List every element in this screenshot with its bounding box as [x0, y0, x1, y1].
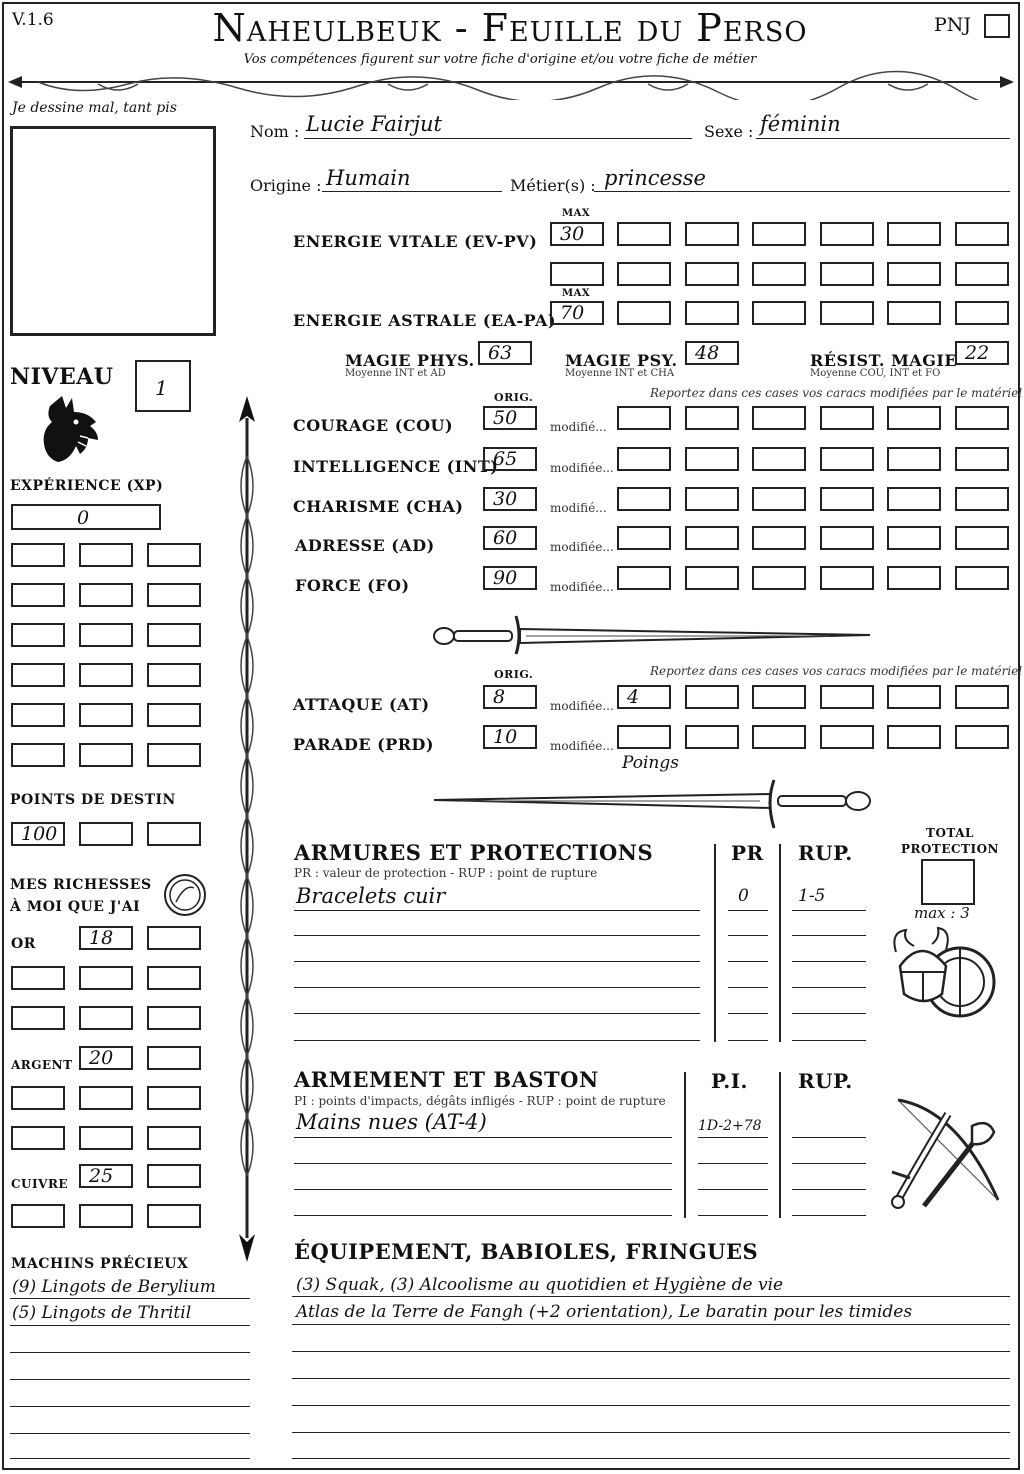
- ev-max-label: MAX: [562, 208, 591, 219]
- xp-box[interactable]: [11, 543, 65, 567]
- ad-mod-box[interactable]: [955, 526, 1009, 550]
- prd-mod-box[interactable]: [752, 725, 806, 749]
- armor-line: [294, 1013, 700, 1014]
- precious-line: [10, 1433, 250, 1434]
- weapon-item-name[interactable]: Mains nues (AT-4): [296, 1110, 487, 1134]
- weapons-title: ARMEMENT ET BASTON: [294, 1067, 599, 1092]
- xp-box[interactable]: [11, 623, 65, 647]
- precious-item[interactable]: (5) Lingots de Thritil: [12, 1303, 192, 1323]
- xp-value[interactable]: 0: [11, 504, 161, 530]
- ev-box[interactable]: [887, 222, 941, 246]
- ea-label: ENERGIE ASTRALE (EA-PA): [293, 311, 556, 330]
- ev-box[interactable]: [752, 262, 806, 286]
- armor-pr-header: PR: [731, 841, 764, 865]
- weapon-line: [294, 1215, 672, 1216]
- cou-mod-label: modifié...: [550, 420, 607, 434]
- armor-line: [728, 1013, 768, 1014]
- ev-box[interactable]: [550, 262, 604, 286]
- page-subtitle: Vos compétences figurent sur votre fiche d'origine et/ou votre fiche de métier: [243, 52, 757, 67]
- silver-box[interactable]: [147, 1086, 201, 1110]
- at-value[interactable]: 8: [483, 685, 537, 709]
- dragon-head-icon: [40, 392, 106, 466]
- at-mod-value[interactable]: 4: [617, 685, 671, 709]
- sex-value[interactable]: féminin: [760, 112, 841, 136]
- precious-line: [10, 1458, 250, 1459]
- ad-mod-box[interactable]: [685, 526, 739, 550]
- equipment-line-1[interactable]: (3) Squak, (3) Alcoolisme au quotidien et Hygiène de vie: [296, 1275, 784, 1295]
- level-value[interactable]: 1: [135, 360, 191, 412]
- int-mod-box[interactable]: [617, 447, 671, 471]
- sword-illustration: [430, 612, 876, 656]
- xp-box[interactable]: [147, 583, 201, 607]
- armor-line: [792, 935, 866, 936]
- silver-box[interactable]: [147, 1126, 201, 1150]
- weapon-line: [698, 1189, 768, 1190]
- copper-label: CUIVRE: [11, 1177, 69, 1191]
- combat-orig-label: ORIG.: [494, 668, 534, 681]
- armor-line: [792, 910, 866, 911]
- job-label: Métier(s) :: [510, 176, 596, 195]
- xp-box[interactable]: [79, 623, 133, 647]
- silver-box[interactable]: [11, 1126, 65, 1150]
- gold-box[interactable]: [11, 966, 65, 990]
- magic-phys-label: MAGIE PHYS.: [345, 351, 475, 370]
- header-vine-divider: [8, 68, 1014, 100]
- prd-mod-box[interactable]: [820, 725, 874, 749]
- cou-mod-box[interactable]: [617, 406, 671, 430]
- ev-max-value[interactable]: 30: [550, 222, 604, 246]
- fo-mod-box[interactable]: [820, 566, 874, 590]
- total-protection-label-line2: PROTECTION: [900, 842, 1000, 856]
- armor-line: [792, 1040, 866, 1041]
- armor-item-pr[interactable]: 0: [738, 886, 749, 906]
- portrait-caption: Je dessine mal, tant pis: [12, 100, 177, 116]
- ev-box[interactable]: [752, 222, 806, 246]
- ad-value[interactable]: 60: [483, 526, 537, 550]
- sex-line: [756, 138, 1010, 139]
- fo-mod-box[interactable]: [617, 566, 671, 590]
- destiny-box[interactable]: [147, 822, 201, 846]
- gold-box[interactable]: [11, 1006, 65, 1030]
- armor-line: [728, 910, 768, 911]
- ev-box[interactable]: [955, 222, 1009, 246]
- fo-mod-box[interactable]: [752, 566, 806, 590]
- prd-mod-box[interactable]: [685, 725, 739, 749]
- armor-line: [294, 987, 700, 988]
- magic-psy-value[interactable]: 48: [685, 341, 739, 365]
- at-label: ATTAQUE (AT): [293, 695, 430, 714]
- armor-line: [294, 961, 700, 962]
- xp-box[interactable]: [147, 543, 201, 567]
- portrait-box[interactable]: [10, 126, 216, 336]
- pnj-checkbox[interactable]: [984, 14, 1010, 38]
- ev-box[interactable]: [955, 262, 1009, 286]
- ea-box[interactable]: [617, 301, 671, 325]
- gold-box[interactable]: [147, 1006, 201, 1030]
- cha-mod-box[interactable]: [685, 487, 739, 511]
- armor-title: ARMURES ET PROTECTIONS: [294, 840, 654, 865]
- cha-mod-box[interactable]: [617, 487, 671, 511]
- name-line: [304, 138, 692, 139]
- ad-label: ADRESSE (AD): [295, 536, 435, 555]
- int-mod-label: modifiée...: [550, 461, 614, 475]
- equipment-line: [292, 1324, 1010, 1325]
- ev-box[interactable]: [820, 262, 874, 286]
- weapon-line: [294, 1137, 672, 1138]
- weapon-line: [698, 1163, 768, 1164]
- armor-line: [728, 961, 768, 962]
- prd-mod-box[interactable]: [955, 725, 1009, 749]
- gold-box[interactable]: [79, 966, 133, 990]
- crossed-weapons-icon: [884, 1094, 1008, 1218]
- weapons-column-divider: [684, 1072, 686, 1218]
- xp-label: EXPÉRIENCE (XP): [10, 478, 164, 494]
- ad-mod-box[interactable]: [820, 526, 874, 550]
- silver-box[interactable]: [11, 1086, 65, 1110]
- combat-note: Poings: [622, 753, 679, 773]
- int-value[interactable]: 65: [483, 447, 537, 471]
- int-mod-box[interactable]: [752, 447, 806, 471]
- prd-mod-box[interactable]: [887, 725, 941, 749]
- armor-line: [728, 987, 768, 988]
- xp-box[interactable]: [79, 583, 133, 607]
- int-mod-box[interactable]: [887, 447, 941, 471]
- precious-line: [10, 1298, 250, 1299]
- total-protection-label-line1: TOTAL: [926, 826, 974, 840]
- armor-line: [294, 910, 700, 911]
- precious-line: [10, 1406, 250, 1407]
- copper-box[interactable]: [147, 1204, 201, 1228]
- int-mod-box[interactable]: [820, 447, 874, 471]
- ad-mod-box[interactable]: [617, 526, 671, 550]
- weapon-line: [792, 1189, 866, 1190]
- ev-label: ENERGIE VITALE (EV-PV): [293, 232, 538, 251]
- ev-box[interactable]: [887, 262, 941, 286]
- precious-label: MACHINS PRÉCIEUX: [11, 1256, 189, 1272]
- at-mod-box[interactable]: [955, 685, 1009, 709]
- weapons-rup-header: RUP.: [798, 1069, 853, 1093]
- total-protection-max-note: max : 3: [914, 904, 970, 922]
- version-label: V.1.6: [12, 10, 54, 30]
- xp-box[interactable]: [79, 663, 133, 687]
- xp-box[interactable]: [147, 703, 201, 727]
- sword-illustration: [430, 778, 876, 830]
- armor-line: [792, 961, 866, 962]
- cou-mod-box[interactable]: [685, 406, 739, 430]
- xp-box[interactable]: [79, 703, 133, 727]
- ea-box[interactable]: [820, 301, 874, 325]
- cha-mod-box[interactable]: [752, 487, 806, 511]
- equipment-line: [292, 1458, 1010, 1459]
- magic-psy-label: MAGIE PSY.: [565, 351, 678, 370]
- stats-orig-label: ORIG.: [494, 391, 534, 404]
- armor-line: [792, 1013, 866, 1014]
- cha-mod-box[interactable]: [887, 487, 941, 511]
- weapon-line: [698, 1137, 768, 1138]
- xp-box[interactable]: [147, 743, 201, 767]
- weapon-item-pi[interactable]: 1D-2+78: [698, 1118, 762, 1134]
- ad-mod-label: modifiée...: [550, 540, 614, 554]
- cha-value[interactable]: 30: [483, 487, 537, 511]
- page-title: Naheulbeuk - Feuille du Perso: [212, 6, 808, 50]
- cou-label: COURAGE (COU): [293, 416, 454, 435]
- armor-column-divider: [714, 844, 716, 1042]
- xp-box[interactable]: [147, 623, 201, 647]
- destiny-value[interactable]: 100: [11, 822, 65, 846]
- coin-icon: [162, 872, 208, 918]
- cou-mod-box[interactable]: [955, 406, 1009, 430]
- xp-box[interactable]: [79, 543, 133, 567]
- job-line: [594, 191, 1010, 192]
- armor-line: [728, 935, 768, 936]
- gold-box[interactable]: [147, 966, 201, 990]
- weapon-line: [294, 1189, 672, 1190]
- cou-value[interactable]: 50: [483, 406, 537, 430]
- fo-label: FORCE (FO): [295, 576, 410, 595]
- cou-mod-box[interactable]: [887, 406, 941, 430]
- equipment-line: [292, 1378, 1010, 1379]
- weapons-pi-header: P.I.: [711, 1069, 749, 1093]
- ev-box[interactable]: [685, 262, 739, 286]
- fo-mod-box[interactable]: [955, 566, 1009, 590]
- precious-line: [10, 1352, 250, 1353]
- weapons-subtitle: PI : points d'impacts, dégâts infligés - RUP : point de rupture: [294, 1094, 666, 1108]
- equipment-line: [292, 1351, 1010, 1352]
- fo-mod-label: modifiée...: [550, 580, 614, 594]
- cha-label: CHARISME (CHA): [293, 497, 464, 516]
- silver-value[interactable]: 20: [79, 1046, 133, 1070]
- armor-line: [792, 987, 866, 988]
- ea-max-value[interactable]: 70: [550, 301, 604, 325]
- ad-mod-box[interactable]: [887, 526, 941, 550]
- cha-mod-box[interactable]: [955, 487, 1009, 511]
- destiny-label: POINTS DE DESTIN: [10, 792, 176, 808]
- at-mod-label: modifiée...: [550, 699, 614, 713]
- fo-mod-box[interactable]: [685, 566, 739, 590]
- copper-box[interactable]: [11, 1204, 65, 1228]
- xp-box[interactable]: [11, 703, 65, 727]
- magic-phys-value[interactable]: 63: [478, 341, 532, 365]
- precious-item[interactable]: (9) Lingots de Berylium: [12, 1277, 216, 1297]
- magic-resist-note: Moyenne COU, INT et FO: [810, 368, 941, 379]
- copper-box[interactable]: [147, 1164, 201, 1188]
- ea-max-label: MAX: [562, 288, 591, 299]
- int-mod-box[interactable]: [955, 447, 1009, 471]
- origin-value[interactable]: Humain: [326, 166, 411, 190]
- job-value[interactable]: princesse: [604, 166, 706, 190]
- weapon-line: [294, 1163, 672, 1164]
- copper-value[interactable]: 25: [79, 1164, 133, 1188]
- equipment-line: [292, 1296, 1010, 1297]
- prd-value[interactable]: 10: [483, 725, 537, 749]
- gold-value[interactable]: 18: [79, 926, 133, 950]
- sex-label: Sexe :: [704, 122, 754, 141]
- equipment-title: ÉQUIPEMENT, BABIOLES, FRINGUES: [294, 1239, 759, 1264]
- silver-label: ARGENT: [11, 1058, 73, 1072]
- weapon-line: [792, 1137, 866, 1138]
- at-mod-box[interactable]: [820, 685, 874, 709]
- armor-rup-header: RUP.: [798, 841, 853, 865]
- prd-mod-label: modifiée...: [550, 739, 614, 753]
- copper-box[interactable]: [79, 1204, 133, 1228]
- armor-item-name[interactable]: Bracelets cuir: [296, 884, 446, 908]
- xp-box[interactable]: [11, 743, 65, 767]
- combat-report-note: Reportez dans ces cases vos caracs modifiées par le matériel: [650, 664, 1023, 678]
- origin-label: Origine :: [250, 176, 322, 195]
- at-mod-box[interactable]: [887, 685, 941, 709]
- armor-column-divider: [779, 844, 781, 1042]
- xp-box[interactable]: [79, 743, 133, 767]
- ad-mod-box[interactable]: [752, 526, 806, 550]
- xp-box[interactable]: [147, 663, 201, 687]
- name-label: Nom :: [250, 122, 300, 141]
- ev-box[interactable]: [820, 222, 874, 246]
- silver-box[interactable]: [79, 1086, 133, 1110]
- destiny-box[interactable]: [79, 822, 133, 846]
- int-label: INTELLIGENCE (INT): [293, 457, 499, 476]
- precious-line: [10, 1379, 250, 1380]
- origin-line: [322, 191, 502, 192]
- precious-line: [10, 1325, 250, 1326]
- armor-item-rup[interactable]: 1-5: [798, 886, 826, 906]
- weapon-line: [698, 1215, 768, 1216]
- prd-mod-box[interactable]: [617, 725, 671, 749]
- magic-phys-note: Moyenne INT et AD: [345, 368, 446, 379]
- pnj-label: PNJ: [934, 14, 972, 36]
- magic-resist-label: RÉSIST. MAGIE: [810, 351, 958, 370]
- equipment-line-2[interactable]: Atlas de la Terre de Fangh (+2 orientation), Le baratin pour les timides: [296, 1302, 913, 1322]
- ea-box[interactable]: [752, 301, 806, 325]
- weapons-column-divider: [779, 1072, 781, 1218]
- at-mod-box[interactable]: [752, 685, 806, 709]
- spear-illustration: [230, 396, 264, 1262]
- armor-line: [294, 1040, 700, 1041]
- armor-line: [294, 935, 700, 936]
- xp-box[interactable]: [11, 663, 65, 687]
- weapon-line: [792, 1163, 866, 1164]
- ea-box[interactable]: [955, 301, 1009, 325]
- cha-mod-label: modifié...: [550, 501, 607, 515]
- weapon-line: [792, 1215, 866, 1216]
- int-mod-box[interactable]: [685, 447, 739, 471]
- equipment-line: [292, 1405, 1010, 1406]
- cou-mod-box[interactable]: [752, 406, 806, 430]
- at-mod-box[interactable]: [685, 685, 739, 709]
- ev-box[interactable]: [685, 222, 739, 246]
- equipment-line: [292, 1432, 1010, 1433]
- xp-box[interactable]: [11, 583, 65, 607]
- stats-report-note: Reportez dans ces cases vos caracs modifiées par le matériel: [650, 386, 1023, 400]
- fo-value[interactable]: 90: [483, 566, 537, 590]
- cou-mod-box[interactable]: [820, 406, 874, 430]
- helmet-shield-icon: [888, 926, 1000, 1036]
- silver-box[interactable]: [79, 1126, 133, 1150]
- wealth-label-line1: MES RICHESSES: [10, 877, 152, 893]
- ev-box[interactable]: [617, 262, 671, 286]
- armor-line: [728, 1040, 768, 1041]
- level-label: NIVEAU: [10, 364, 114, 390]
- ea-box[interactable]: [887, 301, 941, 325]
- name-value[interactable]: Lucie Fairjut: [306, 112, 442, 136]
- ea-box[interactable]: [685, 301, 739, 325]
- gold-label: OR: [11, 936, 36, 952]
- silver-box[interactable]: [147, 1046, 201, 1070]
- total-protection-box[interactable]: [921, 859, 975, 905]
- gold-box[interactable]: [79, 1006, 133, 1030]
- armor-subtitle: PR : valeur de protection - RUP : point de rupture: [294, 866, 598, 880]
- wealth-label-line2: À MOI QUE J'AI: [10, 899, 141, 915]
- magic-psy-note: Moyenne INT et CHA: [565, 368, 675, 379]
- cha-mod-box[interactable]: [820, 487, 874, 511]
- ev-box[interactable]: [617, 222, 671, 246]
- gold-box[interactable]: [147, 926, 201, 950]
- magic-resist-value[interactable]: 22: [955, 341, 1009, 365]
- fo-mod-box[interactable]: [887, 566, 941, 590]
- prd-label: PARADE (PRD): [293, 735, 434, 754]
